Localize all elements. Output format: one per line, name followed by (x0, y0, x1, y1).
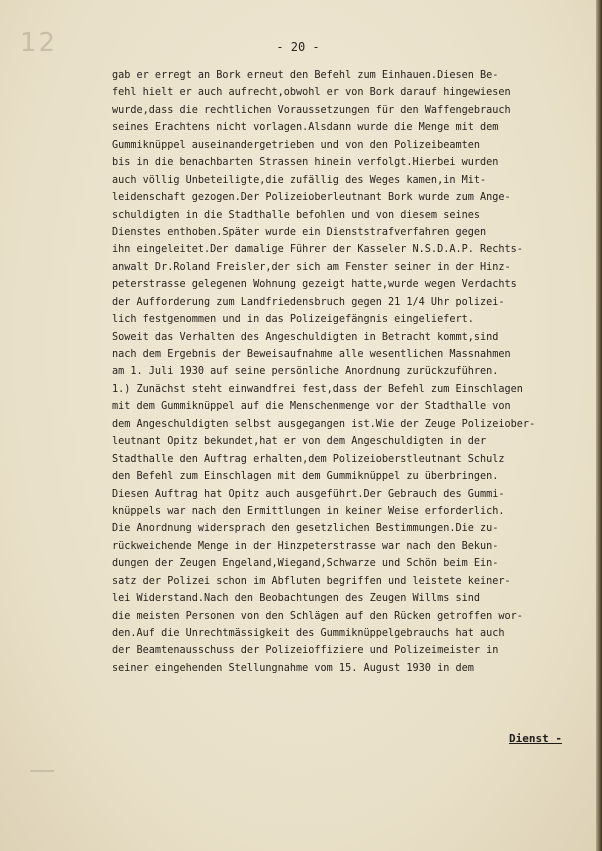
text-line: rückweichende Menge in der Hinzpeterstrasse war nach den Bekun- (112, 540, 499, 552)
text-line: bis in die benachbarten Strassen hinein verfolgt.Hierbei wurden (112, 157, 499, 169)
text-line: ihn eingeleitet.Der damalige Führer der Kasseler N.S.D.A.P. Rechts- (112, 244, 523, 256)
text-line: knüppels war nach den Ermittlungen in keiner Weise erforderlich. (112, 505, 505, 517)
text-line: satz der Polizei schon im Abfluten begriffen und leistete keiner- (112, 575, 511, 587)
typewritten-body (112, 67, 562, 677)
text-line: Die Anordnung widersprach den gesetzlichen Bestimmungen.Die zu- (112, 523, 499, 535)
text-line: Dienstes enthoben.Später wurde ein Dienststrafverfahren gegen (112, 226, 487, 238)
text-line: Soweit das Verhalten des Angeschuldigten in Betracht kommt,sind (112, 331, 499, 343)
text-line: peterstrasse gelegenen Wohnung gezeigt hatte,wurde wegen Verdachts (112, 279, 517, 291)
text-line: wurde,dass die rechtlichen Voraussetzungen für den Waffengebrauch (112, 104, 511, 116)
text-line: mit dem Gummiknüppel auf die Menschenmenge vor der Stadthalle von (112, 401, 511, 413)
text-line: dem Angeschuldigten selbst ausgegangen ist.Wie der Zeuge Polizeiober- (112, 418, 536, 430)
text-line: dungen der Zeugen Engeland,Wiegand,Schwarze und Schön beim Ein- (112, 558, 499, 570)
text-line: den.Auf die Unrechtmässigkeit des Gummiknüppelgebrauchs hat auch (112, 628, 505, 639)
text-line: am 1. Juli 1930 auf seine persönliche Anordnung zurückzuführen. (112, 366, 499, 378)
text-line: leutnant Opitz bekundet,hat er von dem Angeschuldigten in der (112, 436, 487, 448)
text-line: anwalt Dr.Roland Freisler,der sich am Fenster seiner in der Hinz- (112, 261, 511, 273)
text-line: fehl hielt er auch aufrecht,obwohl er von Bork darauf hingewiesen (112, 87, 511, 99)
page-number: - 20 - (276, 40, 320, 54)
faded-page-number: 12 (20, 28, 58, 58)
text-line: der Aufforderung zum Landfriedensbruch gegen 21 1/4 Uhr polizei- (112, 296, 505, 308)
text-line: den Befehl zum Einschlagen mit dem Gummiknüppel zu überbringen. (112, 471, 499, 483)
text-line: seines Erachtens nicht vorlagen.Alsdann wurde die Menge mit dem (112, 122, 499, 134)
text-line: schuldigten in die Stadthalle befohlen und von diesem seines (112, 209, 481, 221)
text-line: auch völlig Unbeteiligte,die zufällig des Weges kamen,in Mit- (112, 174, 487, 186)
text-line: Stadthalle den Auftrag erhalten,dem Polizeioberstleutnant Schulz (112, 453, 505, 465)
catchword-text: Dienst - (509, 732, 562, 745)
text-line: lich festgenommen und in das Polizeigefängnis eingeliefert. (112, 314, 474, 326)
text-line: lei Widerstand.Nach den Beobachtungen des Zeugen Willms sind (112, 593, 481, 605)
text-line: die meisten Personen von den Schlägen auf den Rücken getroffen wor- (112, 610, 523, 622)
text-line: Gummiknüppel auseinandergetrieben und von den Polizeibeamten (112, 139, 481, 151)
text-line: seiner eingehenden Stellungnahme vom 15. August 1930 in dem (112, 662, 474, 674)
text-line: 1.) Zunächst steht einwandfrei fest,dass der Befehl zum Einschlagen (112, 383, 523, 395)
catchword (509, 732, 562, 745)
page-edge-shadow (596, 0, 602, 851)
text-line: gab er erregt an Bork erneut den Befehl zum Einhauen.Diesen Be- (112, 70, 499, 81)
text-line: der Beamtenausschuss der Polizeioffiziere und Polizeimeister in (112, 645, 499, 657)
ink-smudge (30, 770, 54, 772)
text-line: nach dem Ergebnis der Beweisaufnahme alle wesentlichen Massnahmen (112, 349, 511, 360)
text-line: Diesen Auftrag hat Opitz auch ausgeführt.Der Gebrauch des Gummi- (112, 488, 505, 500)
text-line: leidenschaft gezogen.Der Polizeioberleutnant Bork wurde zum Ange- (112, 192, 511, 204)
